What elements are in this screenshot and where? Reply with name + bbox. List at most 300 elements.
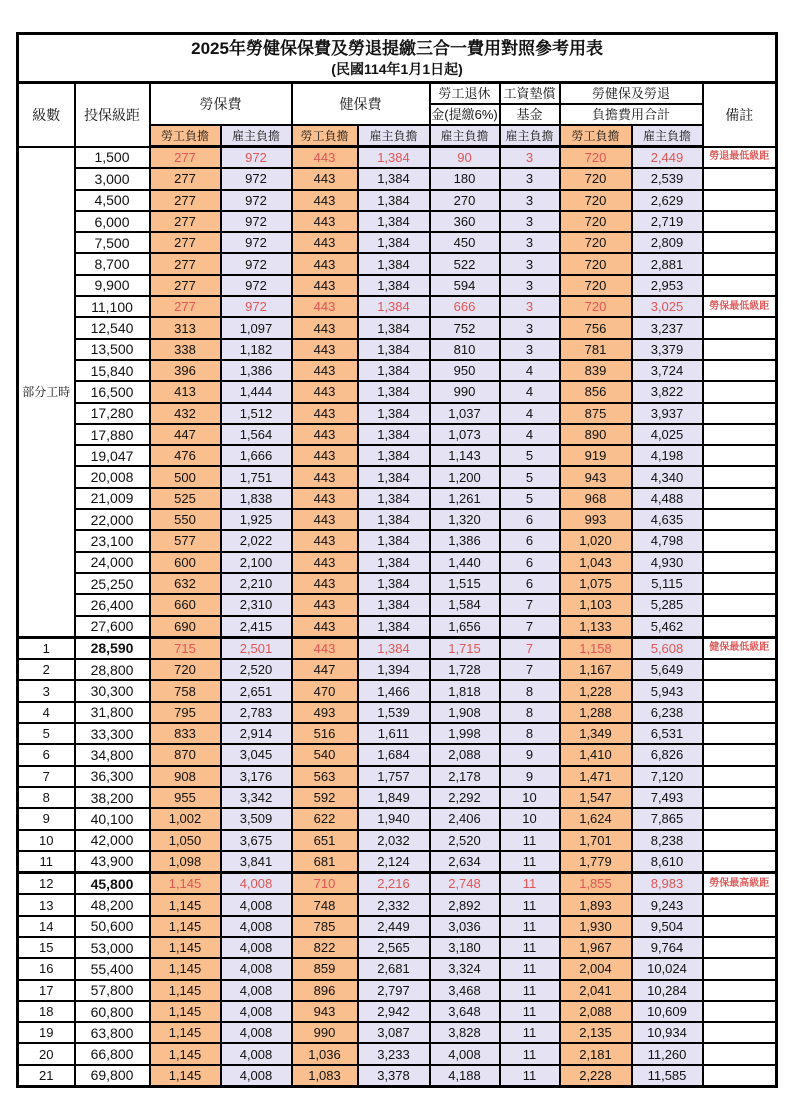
- salary-bracket-cell: 53,000: [75, 937, 150, 958]
- table-row: [18, 1065, 777, 1087]
- salary-bracket-cell: 25,250: [75, 573, 150, 594]
- table-row: [18, 680, 777, 701]
- wage-fund-employer-cell: 5: [500, 466, 560, 487]
- table-row: [18, 168, 777, 189]
- section-label-cell: 部分工時: [18, 147, 75, 638]
- remark-cell: [703, 680, 777, 701]
- labor-employer-cell: 4,008: [221, 937, 292, 958]
- labor-employee-cell: 955: [150, 787, 221, 808]
- total-employee-cell: 1,133: [560, 616, 632, 638]
- labor-employee-cell: 1,145: [150, 980, 221, 1001]
- table-row: [18, 702, 777, 723]
- table-row: [18, 360, 777, 381]
- table-row: [18, 339, 777, 360]
- health-employer-cell: 1,384: [358, 296, 430, 317]
- total-employer-cell: 10,024: [632, 958, 703, 979]
- labor-employer-cell: 2,415: [221, 616, 292, 638]
- salary-bracket-cell: 26,400: [75, 594, 150, 615]
- pension-employer-cell: 522: [430, 253, 500, 274]
- pension-employer-cell: 4,008: [430, 1043, 500, 1064]
- level-cell: 1: [18, 637, 75, 659]
- total-employee-cell: 720: [560, 296, 632, 317]
- table-row: [18, 424, 777, 445]
- pension-employer-cell: 180: [430, 168, 500, 189]
- salary-bracket-cell: 50,600: [75, 916, 150, 937]
- level-cell: 12: [18, 873, 75, 895]
- labor-employer-cell: 1,751: [221, 466, 292, 487]
- health-employee-cell: 443: [292, 232, 358, 253]
- labor-employer-cell: 1,386: [221, 360, 292, 381]
- labor-employee-cell: 277: [150, 190, 221, 211]
- remark-cell: [703, 723, 777, 744]
- table-row: [18, 381, 777, 402]
- health-employee-cell: 748: [292, 894, 358, 915]
- table-row: [18, 296, 777, 317]
- pension-employer-cell: 2,292: [430, 787, 500, 808]
- total-employer-cell: 8,983: [632, 873, 703, 895]
- health-employer-cell: 1,849: [358, 787, 430, 808]
- pension-employer-cell: 2,178: [430, 766, 500, 787]
- level-cell: 19: [18, 1022, 75, 1043]
- total-employee-cell: 1,471: [560, 766, 632, 787]
- total-employer-cell: 4,930: [632, 552, 703, 573]
- wage-fund-employer-cell: 11: [500, 1022, 560, 1043]
- labor-employer-cell: 1,838: [221, 488, 292, 509]
- document-page: [16, 32, 775, 1088]
- remark-cell: [703, 403, 777, 424]
- total-employee-cell: 1,288: [560, 702, 632, 723]
- remark-cell: [703, 168, 777, 189]
- wage-fund-employer-cell: 11: [500, 1001, 560, 1022]
- pension-employer-cell: 666: [430, 296, 500, 317]
- labor-employer-cell: 4,008: [221, 1065, 292, 1087]
- subheader-pension-employer: 雇主負擔: [430, 125, 500, 147]
- salary-bracket-cell: 23,100: [75, 530, 150, 551]
- health-employee-cell: 443: [292, 381, 358, 402]
- total-employee-cell: 1,043: [560, 552, 632, 573]
- labor-employee-cell: 908: [150, 766, 221, 787]
- health-employer-cell: 3,087: [358, 1022, 430, 1043]
- labor-employer-cell: 1,564: [221, 424, 292, 445]
- remark-cell: [703, 980, 777, 1001]
- health-employee-cell: 493: [292, 702, 358, 723]
- table-row: [18, 1001, 777, 1022]
- salary-bracket-cell: 45,800: [75, 873, 150, 895]
- remark-cell: [703, 916, 777, 937]
- remark-cell: 勞保最高級距: [703, 873, 777, 895]
- total-employee-cell: 890: [560, 424, 632, 445]
- wage-fund-employer-cell: 3: [500, 339, 560, 360]
- health-employee-cell: 443: [292, 317, 358, 338]
- health-employer-cell: 2,942: [358, 1001, 430, 1022]
- total-employer-cell: 5,608: [632, 637, 703, 659]
- labor-employee-cell: 338: [150, 339, 221, 360]
- health-employer-cell: 1,611: [358, 723, 430, 744]
- total-employer-cell: 6,238: [632, 702, 703, 723]
- labor-employer-cell: 4,008: [221, 958, 292, 979]
- total-employee-cell: 720: [560, 211, 632, 232]
- pension-employer-cell: 950: [430, 360, 500, 381]
- health-employee-cell: 651: [292, 830, 358, 851]
- total-employer-cell: 11,260: [632, 1043, 703, 1064]
- level-cell: 18: [18, 1001, 75, 1022]
- health-employer-cell: 1,384: [358, 190, 430, 211]
- remark-cell: [703, 339, 777, 360]
- total-employer-cell: 8,238: [632, 830, 703, 851]
- labor-employer-cell: 3,675: [221, 830, 292, 851]
- health-employer-cell: 1,684: [358, 744, 430, 765]
- health-employee-cell: 1,036: [292, 1043, 358, 1064]
- health-employee-cell: 1,083: [292, 1065, 358, 1087]
- wage-fund-employer-cell: 3: [500, 296, 560, 317]
- subheader-wage-fund-employer: 雇主負擔: [500, 125, 560, 147]
- pension-employer-cell: 1,386: [430, 530, 500, 551]
- table-row: [18, 445, 777, 466]
- remark-cell: [703, 509, 777, 530]
- labor-employee-cell: 660: [150, 594, 221, 615]
- remark-cell: [703, 894, 777, 915]
- labor-employee-cell: 313: [150, 317, 221, 338]
- salary-bracket-cell: 11,100: [75, 296, 150, 317]
- remark-cell: [703, 211, 777, 232]
- salary-bracket-cell: 42,000: [75, 830, 150, 851]
- table-row: [18, 594, 777, 615]
- pension-employer-cell: 4,188: [430, 1065, 500, 1087]
- health-employee-cell: 443: [292, 509, 358, 530]
- remark-cell: [703, 851, 777, 873]
- remark-cell: 勞退最低級距: [703, 147, 777, 169]
- pension-employer-cell: 1,728: [430, 659, 500, 680]
- total-employer-cell: 4,635: [632, 509, 703, 530]
- table-row: [18, 808, 777, 829]
- total-employer-cell: 6,531: [632, 723, 703, 744]
- health-employee-cell: 443: [292, 466, 358, 487]
- level-cell: 16: [18, 958, 75, 979]
- labor-employer-cell: 972: [221, 253, 292, 274]
- table-row: [18, 937, 777, 958]
- salary-bracket-cell: 27,600: [75, 616, 150, 638]
- table-row: [18, 147, 777, 169]
- remark-cell: [703, 616, 777, 638]
- health-employer-cell: 1,384: [358, 168, 430, 189]
- labor-employee-cell: 720: [150, 659, 221, 680]
- wage-fund-employer-cell: 11: [500, 980, 560, 1001]
- health-employer-cell: 1,384: [358, 403, 430, 424]
- labor-employee-cell: 277: [150, 275, 221, 296]
- salary-bracket-cell: 28,800: [75, 659, 150, 680]
- table-row: [18, 916, 777, 937]
- wage-fund-employer-cell: 11: [500, 958, 560, 979]
- col-header-total-line2: 負擔費用合計: [560, 104, 703, 125]
- remark-cell: [703, 958, 777, 979]
- labor-employee-cell: 1,145: [150, 916, 221, 937]
- health-employee-cell: 443: [292, 360, 358, 381]
- salary-bracket-cell: 34,800: [75, 744, 150, 765]
- health-employer-cell: 1,384: [358, 445, 430, 466]
- health-employee-cell: 443: [292, 168, 358, 189]
- remark-cell: [703, 1001, 777, 1022]
- wage-fund-employer-cell: 11: [500, 1043, 560, 1064]
- health-employer-cell: 1,384: [358, 509, 430, 530]
- total-employee-cell: 1,547: [560, 787, 632, 808]
- col-header-pension-line1: 勞工退休: [430, 83, 500, 105]
- total-employee-cell: 2,135: [560, 1022, 632, 1043]
- remark-cell: [703, 1065, 777, 1087]
- total-employee-cell: 839: [560, 360, 632, 381]
- wage-fund-employer-cell: 11: [500, 894, 560, 915]
- labor-employee-cell: 1,145: [150, 1022, 221, 1043]
- remark-cell: [703, 360, 777, 381]
- labor-employee-cell: 277: [150, 211, 221, 232]
- health-employer-cell: 1,940: [358, 808, 430, 829]
- table-row: [18, 275, 777, 296]
- level-cell: 10: [18, 830, 75, 851]
- total-employee-cell: 1,349: [560, 723, 632, 744]
- table-row: [18, 530, 777, 551]
- health-employer-cell: 2,797: [358, 980, 430, 1001]
- health-employer-cell: 1,384: [358, 594, 430, 615]
- total-employer-cell: 10,934: [632, 1022, 703, 1043]
- wage-fund-employer-cell: 5: [500, 445, 560, 466]
- total-employer-cell: 3,025: [632, 296, 703, 317]
- level-cell: 5: [18, 723, 75, 744]
- pension-employer-cell: 3,036: [430, 916, 500, 937]
- salary-bracket-cell: 15,840: [75, 360, 150, 381]
- total-employee-cell: 993: [560, 509, 632, 530]
- level-cell: 7: [18, 766, 75, 787]
- pension-employer-cell: 3,468: [430, 980, 500, 1001]
- labor-employer-cell: 3,342: [221, 787, 292, 808]
- wage-fund-employer-cell: 5: [500, 488, 560, 509]
- labor-employee-cell: 413: [150, 381, 221, 402]
- subheader-total-employee: 勞工負擔: [560, 125, 632, 147]
- pension-employer-cell: 3,828: [430, 1022, 500, 1043]
- col-header-wage-fund-line2: 基金: [500, 104, 560, 125]
- table-row: [18, 894, 777, 915]
- health-employee-cell: 443: [292, 637, 358, 659]
- pension-employer-cell: 1,440: [430, 552, 500, 573]
- salary-bracket-cell: 24,000: [75, 552, 150, 573]
- health-employer-cell: 1,384: [358, 339, 430, 360]
- table-row: [18, 980, 777, 1001]
- wage-fund-employer-cell: 3: [500, 211, 560, 232]
- health-employer-cell: 1,394: [358, 659, 430, 680]
- health-employee-cell: 443: [292, 594, 358, 615]
- pension-employer-cell: 1,320: [430, 509, 500, 530]
- table-row: [18, 787, 777, 808]
- salary-bracket-cell: 7,500: [75, 232, 150, 253]
- labor-employee-cell: 632: [150, 573, 221, 594]
- level-cell: 11: [18, 851, 75, 873]
- total-employer-cell: 2,953: [632, 275, 703, 296]
- table-row: [18, 317, 777, 338]
- subheader-labor-employer: 雇主負擔: [221, 125, 292, 147]
- wage-fund-employer-cell: 11: [500, 873, 560, 895]
- total-employer-cell: 11,585: [632, 1065, 703, 1087]
- remark-cell: [703, 232, 777, 253]
- total-employee-cell: 1,893: [560, 894, 632, 915]
- salary-bracket-cell: 13,500: [75, 339, 150, 360]
- total-employee-cell: 1,967: [560, 937, 632, 958]
- total-employer-cell: 6,826: [632, 744, 703, 765]
- salary-bracket-cell: 12,540: [75, 317, 150, 338]
- subheader-labor-employee: 勞工負擔: [150, 125, 221, 147]
- remark-cell: [703, 445, 777, 466]
- total-employer-cell: 5,943: [632, 680, 703, 701]
- salary-bracket-cell: 6,000: [75, 211, 150, 232]
- wage-fund-employer-cell: 4: [500, 381, 560, 402]
- labor-employer-cell: 972: [221, 232, 292, 253]
- salary-bracket-cell: 69,800: [75, 1065, 150, 1087]
- labor-employer-cell: 4,008: [221, 916, 292, 937]
- pension-employer-cell: 810: [430, 339, 500, 360]
- table-row: [18, 573, 777, 594]
- health-employee-cell: 443: [292, 339, 358, 360]
- total-employer-cell: 9,504: [632, 916, 703, 937]
- total-employee-cell: 2,004: [560, 958, 632, 979]
- col-header-level: 級數: [18, 83, 75, 147]
- labor-employer-cell: 972: [221, 296, 292, 317]
- pension-employer-cell: 1,261: [430, 488, 500, 509]
- salary-bracket-cell: 17,880: [75, 424, 150, 445]
- wage-fund-employer-cell: 4: [500, 403, 560, 424]
- labor-employer-cell: 1,182: [221, 339, 292, 360]
- pension-employer-cell: 1,656: [430, 616, 500, 638]
- remark-cell: [703, 488, 777, 509]
- wage-fund-employer-cell: 3: [500, 232, 560, 253]
- total-employee-cell: 1,624: [560, 808, 632, 829]
- total-employee-cell: 1,103: [560, 594, 632, 615]
- health-employee-cell: 443: [292, 530, 358, 551]
- wage-fund-employer-cell: 10: [500, 787, 560, 808]
- wage-fund-employer-cell: 8: [500, 702, 560, 723]
- col-header-bracket: 投保級距: [75, 83, 150, 147]
- salary-bracket-cell: 4,500: [75, 190, 150, 211]
- level-cell: 2: [18, 659, 75, 680]
- labor-employee-cell: 870: [150, 744, 221, 765]
- total-employee-cell: 720: [560, 253, 632, 274]
- total-employee-cell: 720: [560, 147, 632, 169]
- health-employer-cell: 1,384: [358, 637, 430, 659]
- health-employee-cell: 540: [292, 744, 358, 765]
- wage-fund-employer-cell: 8: [500, 680, 560, 701]
- remark-cell: [703, 381, 777, 402]
- total-employee-cell: 1,779: [560, 851, 632, 873]
- wage-fund-employer-cell: 3: [500, 168, 560, 189]
- wage-fund-employer-cell: 4: [500, 360, 560, 381]
- remark-cell: [703, 744, 777, 765]
- remark-cell: [703, 659, 777, 680]
- subheader-health-employer: 雇主負擔: [358, 125, 430, 147]
- table-row: [18, 403, 777, 424]
- labor-employer-cell: 972: [221, 275, 292, 296]
- col-header-health-fee: 健保費: [292, 83, 430, 126]
- health-employer-cell: 1,384: [358, 616, 430, 638]
- page-subtitle: (民國114年1月1日起): [331, 61, 463, 78]
- total-employee-cell: 756: [560, 317, 632, 338]
- health-employee-cell: 990: [292, 1022, 358, 1043]
- remark-cell: [703, 275, 777, 296]
- level-cell: 6: [18, 744, 75, 765]
- title-cell: [18, 34, 777, 83]
- labor-employer-cell: 3,841: [221, 851, 292, 873]
- salary-bracket-cell: 17,280: [75, 403, 150, 424]
- table-row: [18, 723, 777, 744]
- labor-employer-cell: 4,008: [221, 1043, 292, 1064]
- remark-cell: [703, 573, 777, 594]
- remark-cell: [703, 552, 777, 573]
- pension-employer-cell: 1,908: [430, 702, 500, 723]
- pension-employer-cell: 3,648: [430, 1001, 500, 1022]
- table-row: [18, 509, 777, 530]
- salary-bracket-cell: 43,900: [75, 851, 150, 873]
- total-employer-cell: 5,115: [632, 573, 703, 594]
- remark-cell: 健保最低級距: [703, 637, 777, 659]
- health-employee-cell: 443: [292, 211, 358, 232]
- salary-bracket-cell: 55,400: [75, 958, 150, 979]
- health-employee-cell: 443: [292, 253, 358, 274]
- labor-employer-cell: 2,783: [221, 702, 292, 723]
- health-employee-cell: 447: [292, 659, 358, 680]
- table-row: [18, 851, 777, 873]
- salary-bracket-cell: 33,300: [75, 723, 150, 744]
- pension-employer-cell: 3,180: [430, 937, 500, 958]
- wage-fund-employer-cell: 3: [500, 275, 560, 296]
- labor-employer-cell: 2,210: [221, 573, 292, 594]
- labor-employee-cell: 1,145: [150, 958, 221, 979]
- salary-bracket-cell: 48,200: [75, 894, 150, 915]
- table-row: [18, 637, 777, 659]
- salary-bracket-cell: 40,100: [75, 808, 150, 829]
- wage-fund-employer-cell: 11: [500, 916, 560, 937]
- remark-cell: [703, 424, 777, 445]
- health-employee-cell: 443: [292, 573, 358, 594]
- total-employer-cell: 5,649: [632, 659, 703, 680]
- table-header: [18, 34, 777, 147]
- pension-employer-cell: 2,406: [430, 808, 500, 829]
- pension-employer-cell: 1,143: [430, 445, 500, 466]
- pension-employer-cell: 1,073: [430, 424, 500, 445]
- total-employer-cell: 2,449: [632, 147, 703, 169]
- salary-bracket-cell: 60,800: [75, 1001, 150, 1022]
- total-employer-cell: 7,120: [632, 766, 703, 787]
- wage-fund-employer-cell: 6: [500, 509, 560, 530]
- remark-cell: [703, 787, 777, 808]
- total-employee-cell: 943: [560, 466, 632, 487]
- remark-cell: 勞保最低級距: [703, 296, 777, 317]
- total-employer-cell: 8,610: [632, 851, 703, 873]
- total-employee-cell: 2,228: [560, 1065, 632, 1087]
- total-employee-cell: 720: [560, 190, 632, 211]
- pension-employer-cell: 2,748: [430, 873, 500, 895]
- health-employer-cell: 1,384: [358, 317, 430, 338]
- health-employee-cell: 622: [292, 808, 358, 829]
- health-employee-cell: 681: [292, 851, 358, 873]
- title-row: [18, 34, 777, 83]
- wage-fund-employer-cell: 6: [500, 573, 560, 594]
- wage-fund-employer-cell: 9: [500, 744, 560, 765]
- salary-bracket-cell: 20,008: [75, 466, 150, 487]
- labor-employee-cell: 277: [150, 296, 221, 317]
- labor-employee-cell: 1,050: [150, 830, 221, 851]
- health-employee-cell: 785: [292, 916, 358, 937]
- health-employer-cell: 1,384: [358, 488, 430, 509]
- labor-employee-cell: 277: [150, 232, 221, 253]
- salary-bracket-cell: 21,009: [75, 488, 150, 509]
- health-employer-cell: 1,384: [358, 360, 430, 381]
- table-row: [18, 958, 777, 979]
- labor-employer-cell: 1,666: [221, 445, 292, 466]
